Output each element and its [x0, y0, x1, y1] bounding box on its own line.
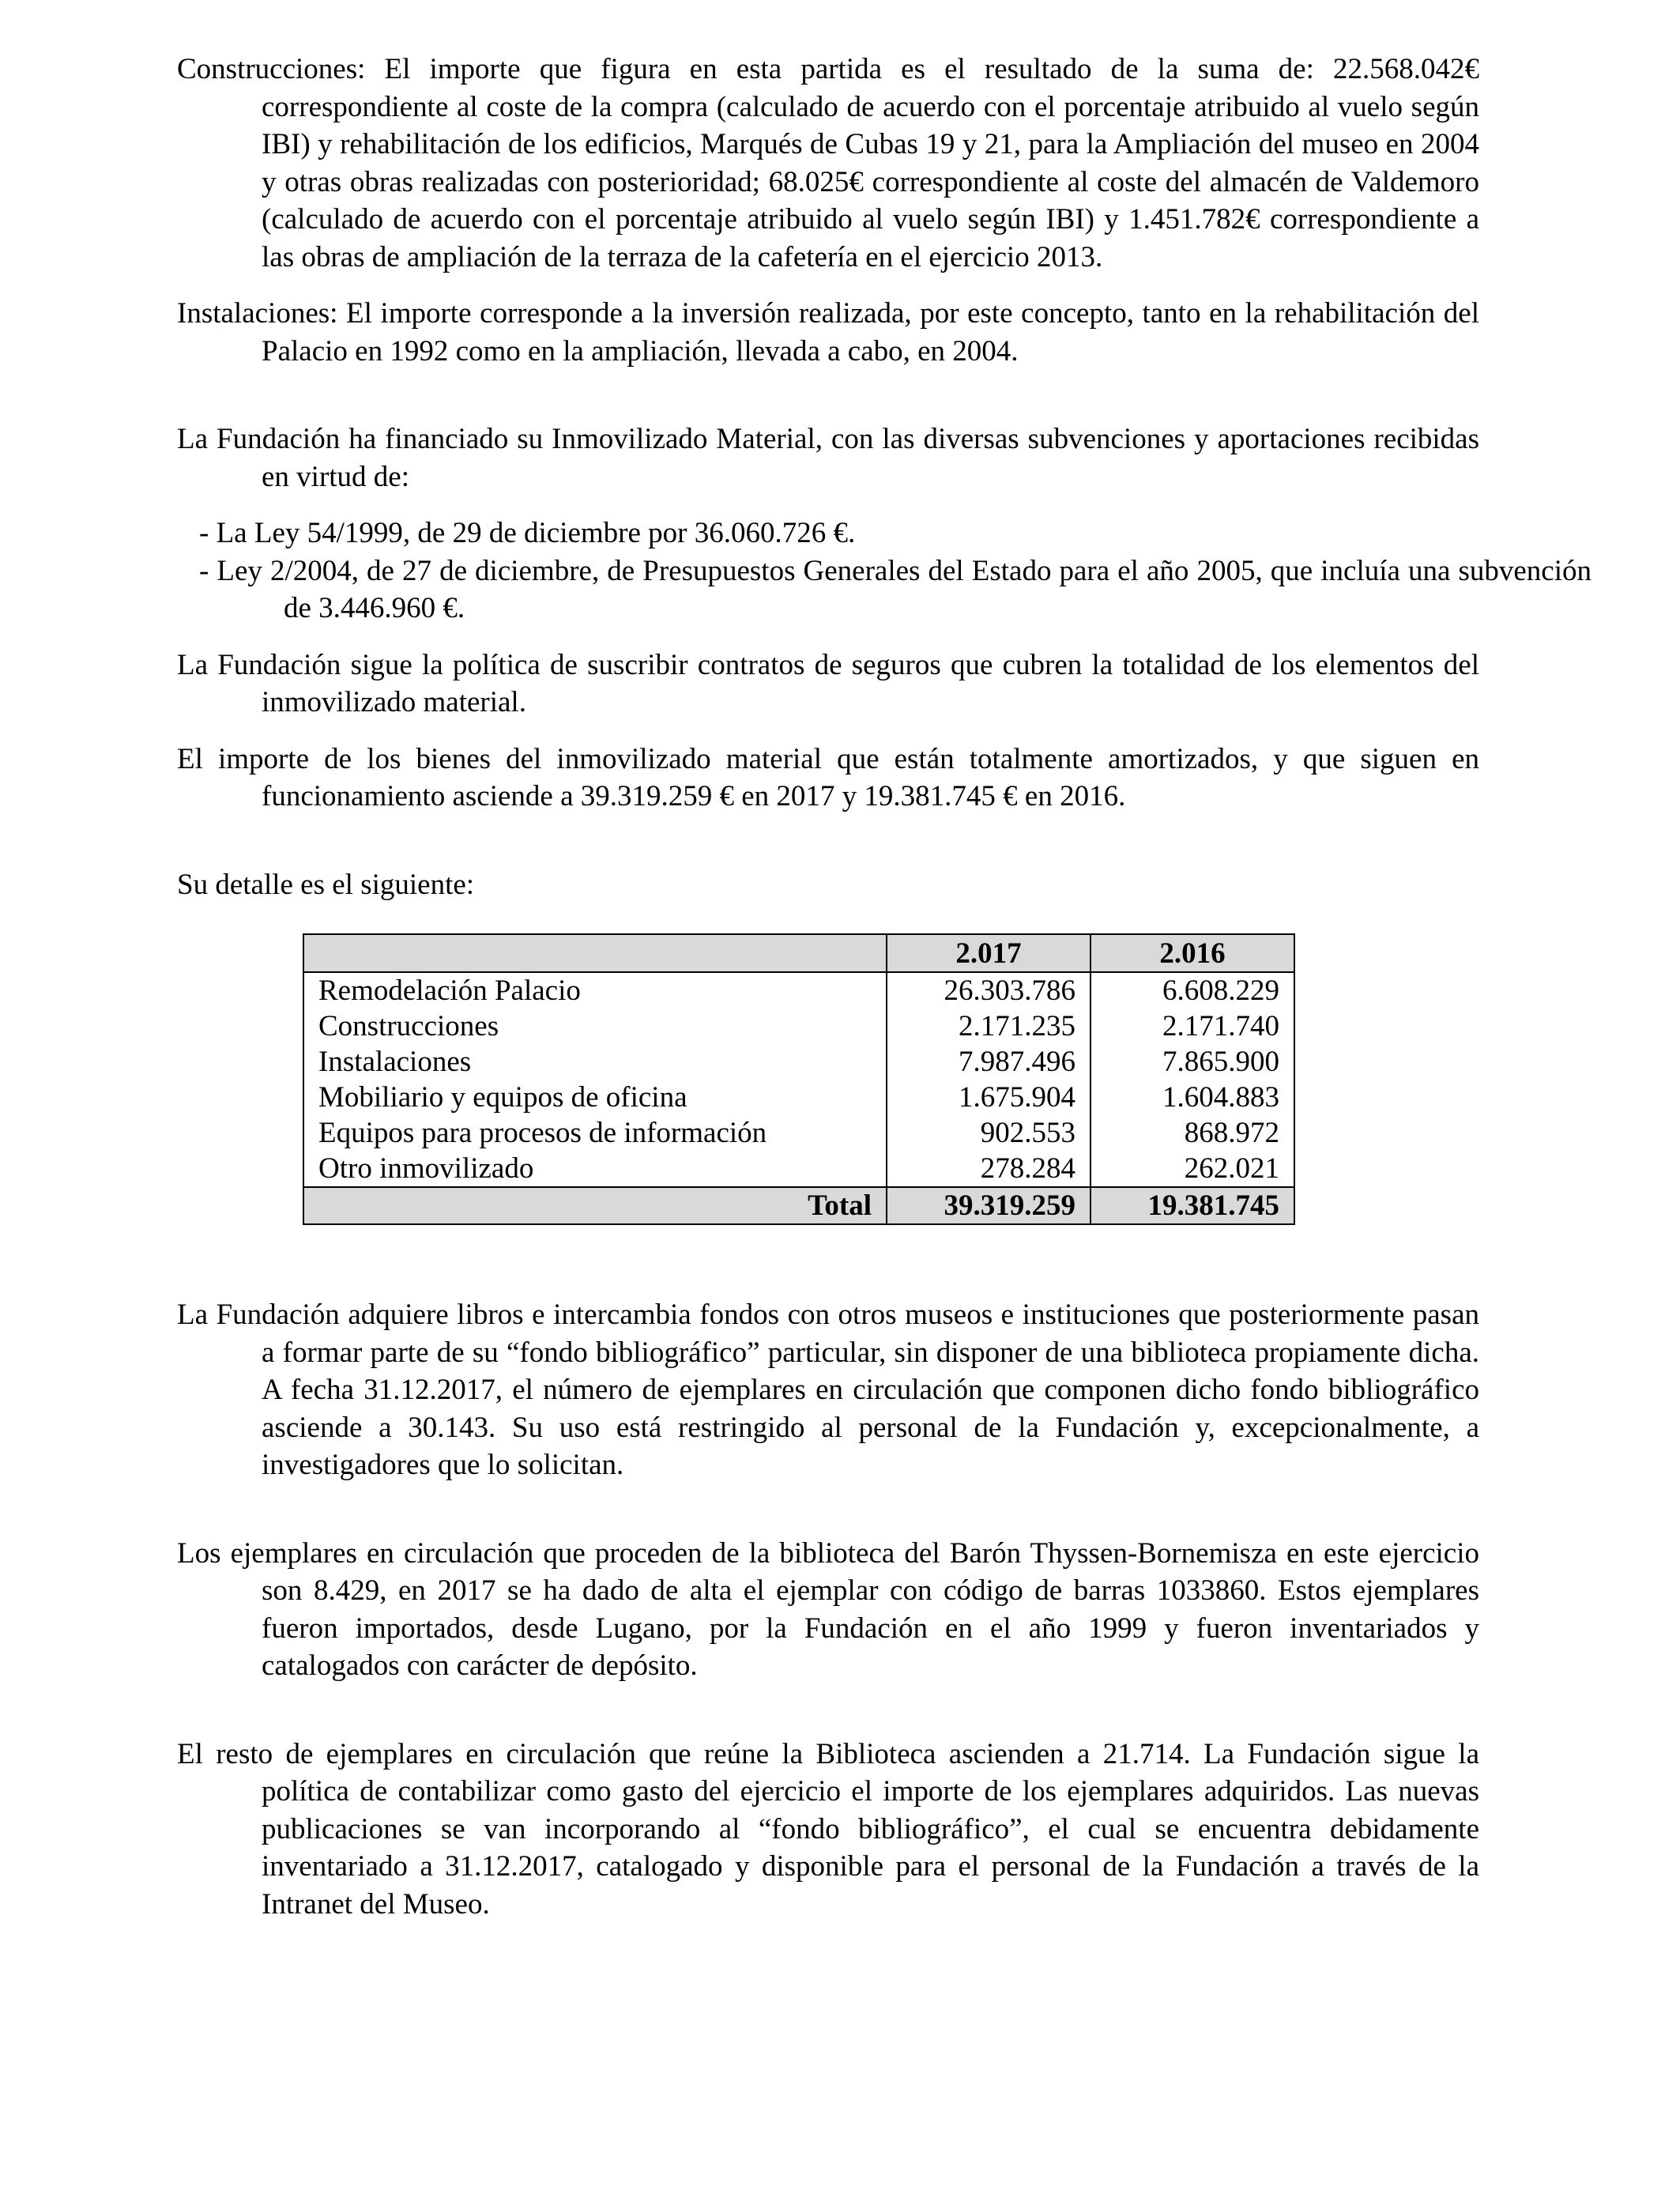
- total-label: Total: [303, 1187, 887, 1224]
- document-page: [177, 51, 1591, 1923]
- table-header-row: [303, 934, 1294, 972]
- table-row: [303, 1115, 1294, 1151]
- row-value-2017: 26.303.786: [887, 972, 1090, 1008]
- amortized-assets-table: [303, 933, 1295, 1225]
- total-value-2017: 39.319.259: [887, 1187, 1090, 1224]
- table-row: [303, 1008, 1294, 1044]
- table-row: [303, 1151, 1294, 1187]
- row-value-2017: 902.553: [887, 1115, 1090, 1151]
- paragraph-financiacion: La Fundación ha financiado su Inmovilizado Material, con las diversas subvenciones y aportaciones recibidas en virtud de:: [177, 423, 1479, 493]
- row-value-2016: 262.021: [1090, 1151, 1294, 1187]
- row-value-2016: 6.608.229: [1090, 972, 1294, 1008]
- table-row: [303, 1080, 1294, 1115]
- row-label: Construcciones: [303, 1008, 887, 1044]
- row-value-2017: 278.284: [887, 1151, 1090, 1187]
- bullet-ley-54-1999: - La Ley 54/1999, de 29 de diciembre por 36.060.726 €.: [199, 517, 856, 549]
- row-value-2016: 1.604.883: [1090, 1080, 1294, 1115]
- paragraph-seguros: La Fundación sigue la política de suscribir contratos de seguros que cubren la totalidad de los elementos del inmovilizado material.: [177, 648, 1479, 718]
- row-value-2016: 868.972: [1090, 1115, 1294, 1151]
- row-value-2016: 2.171.740: [1090, 1008, 1294, 1044]
- table-header-label: [303, 934, 887, 972]
- row-label: Otro inmovilizado: [303, 1151, 887, 1187]
- row-label: Instalaciones: [303, 1044, 887, 1080]
- row-label: Mobiliario y equipos de oficina: [303, 1080, 887, 1115]
- row-value-2017: 1.675.904: [887, 1080, 1090, 1115]
- table-row: [303, 972, 1294, 1008]
- row-value-2017: 2.171.235: [887, 1008, 1090, 1044]
- paragraph-resto: El resto de ejemplares en circulación que reúne la Biblioteca ascienden a 21.714. La Fundación sigue la política de contabilizar como gasto del ejercicio el importe de los ejemplares adquiridos. Las nuevas publicaciones se van incorporando al “fondo bibliográfico”, el cual se encuentra debidamente inventariado a 31.12.2017, catalogado y disponible para el personal de la Fundación a través de la Intranet del Museo.: [177, 1737, 1479, 1921]
- bullet-ley-2-2004: - Ley 2/2004, de 27 de diciembre, de Presupuestos Generales del Estado para el año 2005, que incluía una subvención de 3.446.960 €.: [199, 554, 1591, 624]
- row-label: Equipos para procesos de información: [303, 1115, 887, 1151]
- paragraph-libros: La Fundación adquiere libros e intercambia fondos con otros museos e instituciones que posteriormente pasan a formar parte de su “fondo bibliográfico” particular, sin disponer de una biblioteca propiamente dicha. A fecha 31.12.2017, el número de ejemplares en circulación que componen dicho fondo bibliográfico asciende a 30.143. Su uso está restringido al personal de la Fundación y, excepcionalmente, a investigadores que lo solicitan.: [177, 1299, 1479, 1481]
- paragraph-construcciones: Construcciones: El importe que figura en esta partida es el resultado de la suma de: 22.568.042€ correspondiente al coste de la compra (calculado de acuerdo con el porcentaje atribuido al vuelo según IBI) y rehabilitación de los edificios, Marqués de Cubas 19 y 21, para la Ampliación del museo en 2004 y otras obras realizadas con posterioridad; 68.025€ correspondiente al coste del almacén de Valdemoro (calculado de acuerdo con el porcentaje atribuido al vuelo según IBI) y 1.451.782€ correspondiente a las obras de ampliación de la terraza de la cafetería en el ejercicio 2013.: [177, 53, 1479, 273]
- row-value-2016: 7.865.900: [1090, 1044, 1294, 1080]
- paragraph-instalaciones: Instalaciones: El importe corresponde a la inversión realizada, por este concepto, tanto en la rehabilitación del Palacio en 1992 como en la ampliación, llevada a cabo, en 2004.: [177, 297, 1479, 368]
- total-value-2016: 19.381.745: [1090, 1187, 1294, 1224]
- table-total-row: [303, 1187, 1294, 1224]
- paragraph-thyssen: Los ejemplares en circulación que proceden de la biblioteca del Barón Thyssen-Bornemisza en este ejercicio son 8.429, en 2017 se ha dado de alta el ejemplar con código de barras 1033860. Estos ejemplares fueron importados, desde Lugano, por la Fundación en el año 1999 y fueron inventariados y catalogados con carácter de depósito.: [177, 1536, 1479, 1682]
- paragraph-detalle-intro: Su detalle es el siguiente:: [177, 868, 475, 901]
- table-header-2016: 2.016: [1090, 934, 1294, 972]
- table-row: [303, 1044, 1294, 1080]
- row-label: Remodelación Palacio: [303, 972, 887, 1008]
- paragraph-amortizados: El importe de los bienes del inmovilizado material que están totalmente amortizados, y que siguen en funcionamiento asciende a 39.319.259 € en 2017 y 19.381.745 € en 2016.: [177, 742, 1479, 812]
- table-header-2017: 2.017: [887, 934, 1090, 972]
- row-value-2017: 7.987.496: [887, 1044, 1090, 1080]
